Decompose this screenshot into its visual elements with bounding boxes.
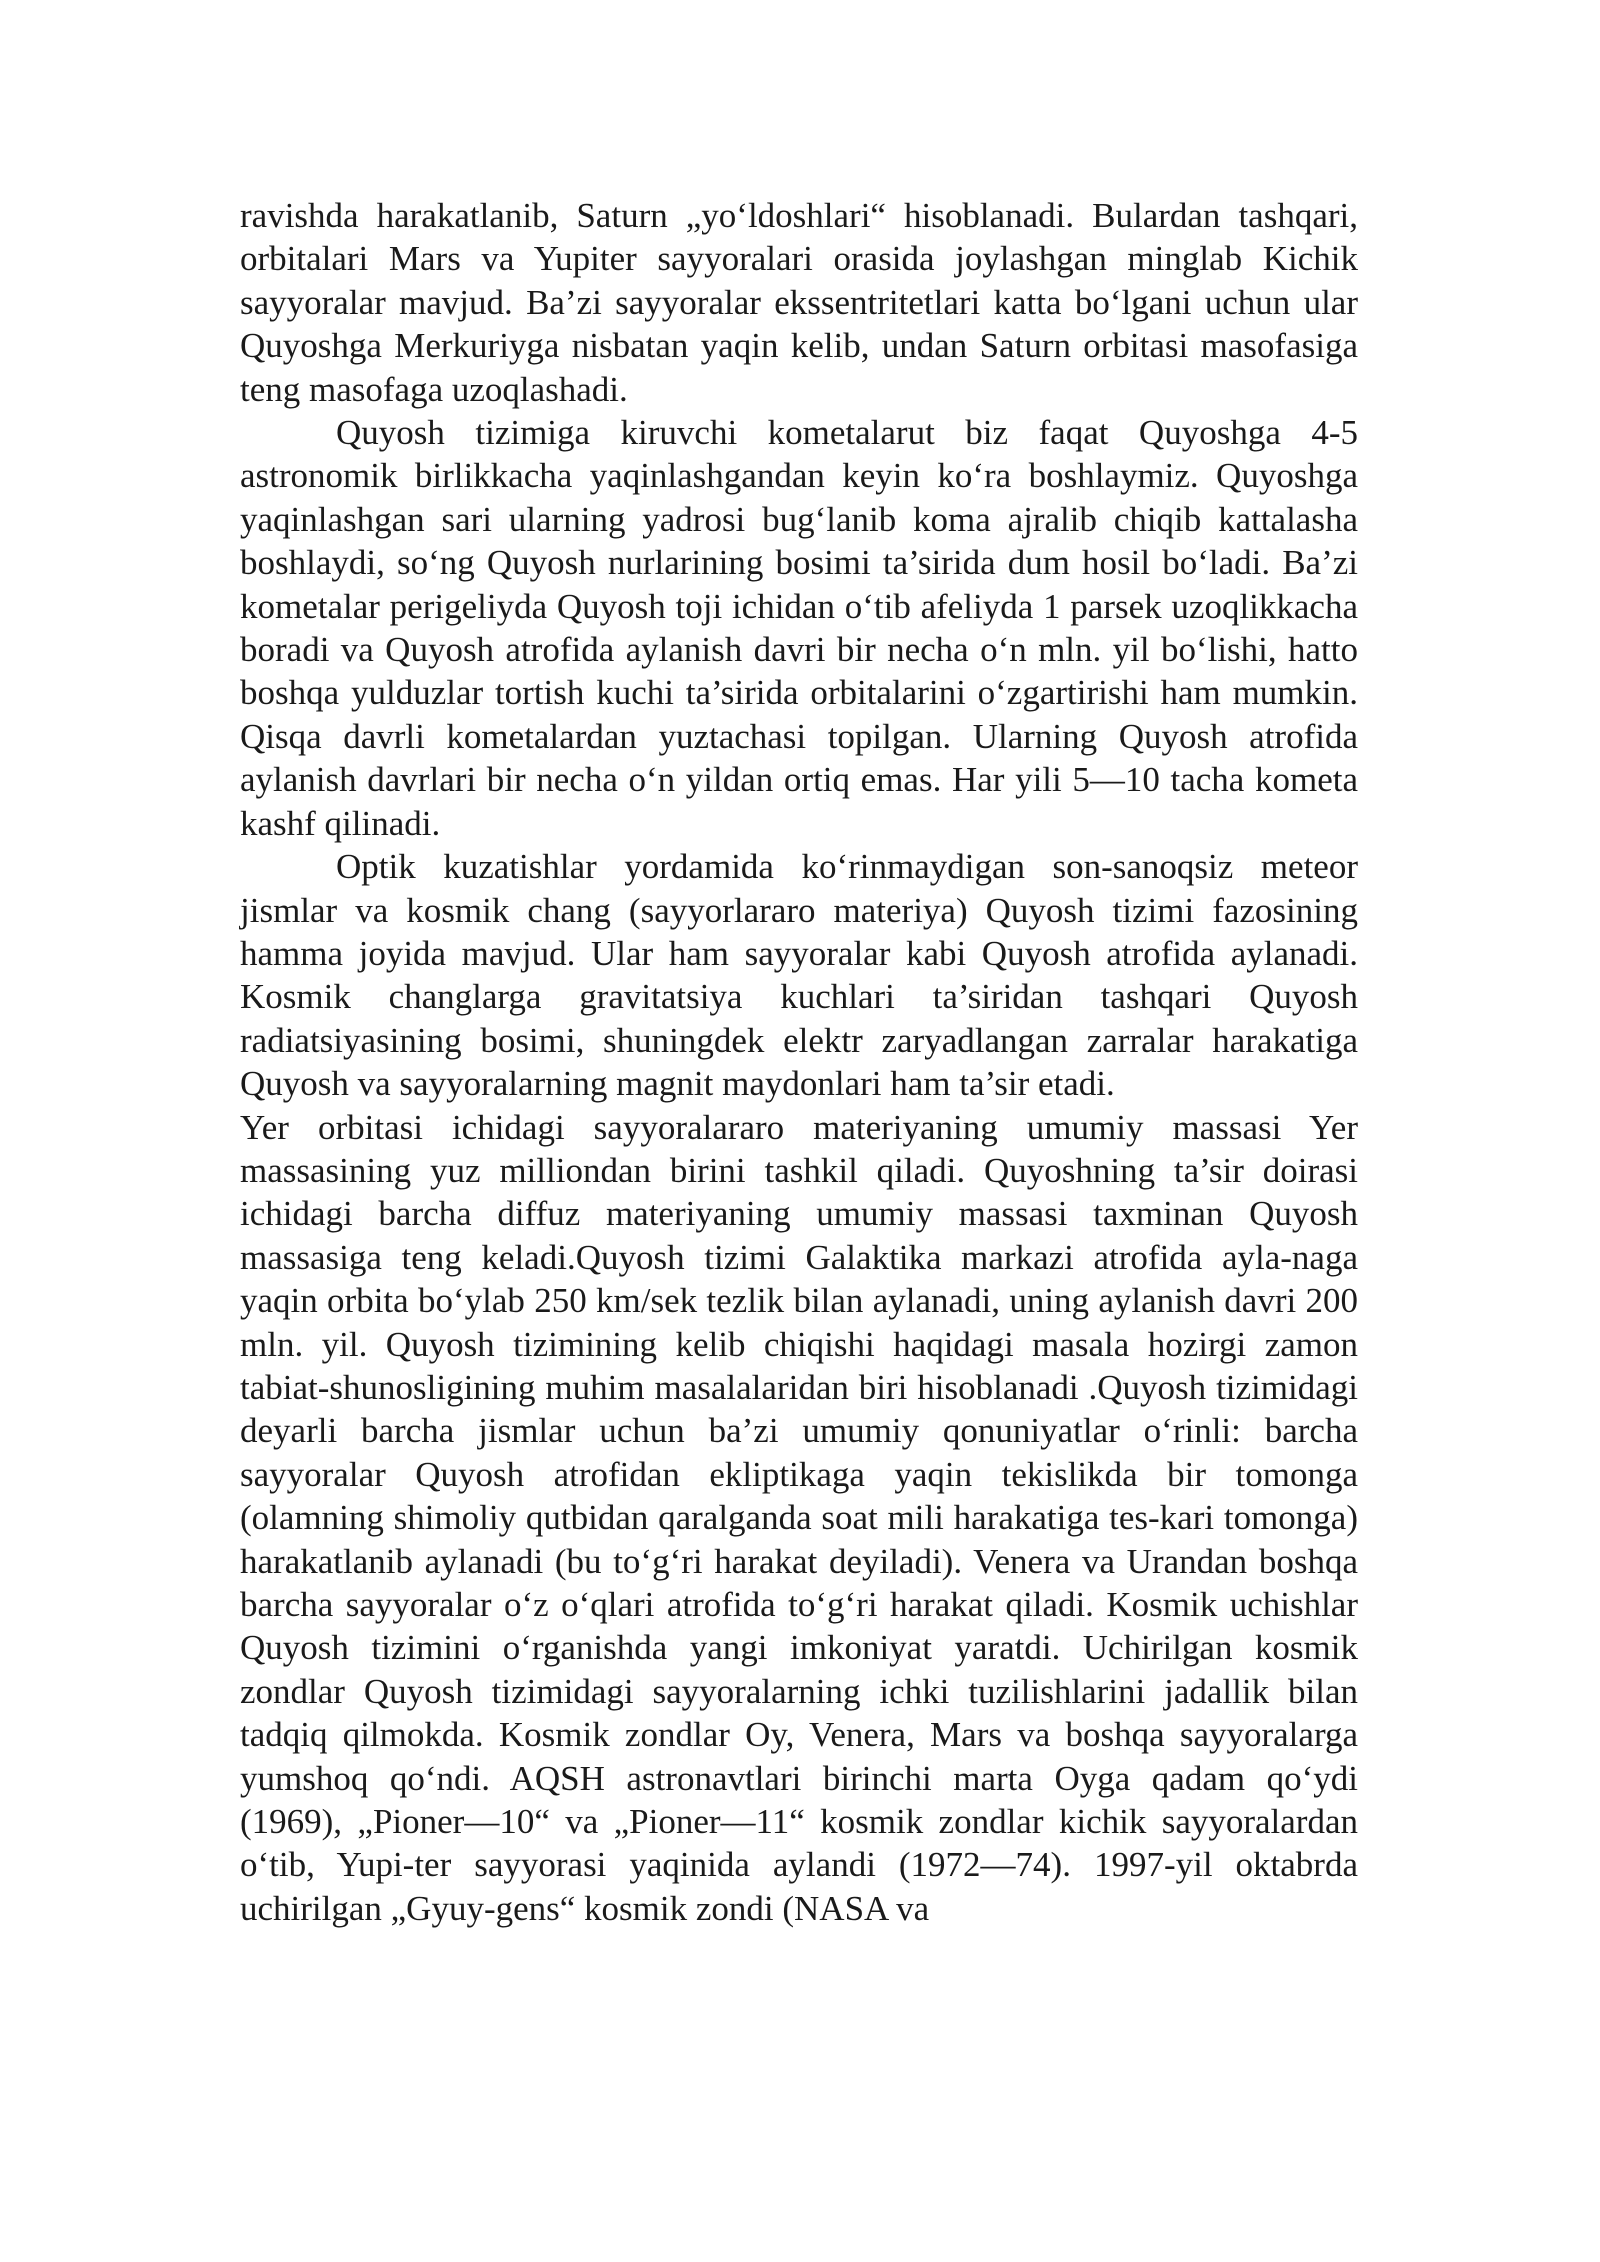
paragraph-interplanetary-matter: Yer orbitasi ichidagi sayyoralararo materiyaning umumiy massasi Yer massasining yuz milliondan birini tashkil qiladi. Quyoshning ta’sir doirasi ichidagi barcha diffuz materiyaning umumiy massasi taxminan Quyosh massasiga teng keladi.Quyosh tizimi Galaktika markazi atrofida ayla-naga yaqin orbita bo‘ylab 250 km/sek tezlik bilan aylanadi, uning aylanish davri 200 mln. yil. Quyosh tizimining kelib chiqishi haqidagi masala hozirgi zamon tabiat-shunosligining muhim masalalaridan biri hisoblanadi .Quyosh tizimidagi deyarli barcha jismlar uchun ba’zi umumiy qonuniyatlar o‘rinli: barcha sayyoralar Quyosh atrofidan ekliptikaga yaqin tekislikda bir tomonga (olamning shimoliy qutbidan qaralganda soat mili harakatiga tes-kari tomonga) harakatlanib aylanadi (bu to‘g‘ri harakat deyiladi). Venera va Urandan boshqa barcha sayyoralar o‘z o‘qlari atrofida to‘g‘ri harakat qiladi. Kosmik uchishlar Quyosh tizimini o‘rganishda yangi imkoniyat yaratdi. Uchirilgan kosmik zondlar Quyosh tizimidagi sayyoralarning ichki tuzilishlarini jadallik bilan tadqiq qilmokda. Kosmik zondlar Oy, Venera, Mars va boshqa sayyoralarga yumshoq qo‘ndi. AQSH astronavtlari birinchi marta Oyga qadam qo‘ydi (1969), „Pioner—10“ va „Pioner—11“ kosmik zondlar kichik sayyoralardan o‘tib, Yupi-ter sayyorasi yaqinida aylandi (1972—74). 1997-yil oktabrda uchirilgan „Gyuy-gens“ kosmik zondi (NASA va (240, 1107, 1358, 1928)
paragraph-saturn-satellites: ravishda harakatlanib, Saturn „yo‘ldoshlari“ hisoblanadi. Bulardan tashqari, orbitalari Mars va Yupiter sayyoralari orasida joylashgan minglab Kichik sayyoralar mavjud. Ba’zi sayyoralar ekssentritetlari katta bo‘lgani uchun ular Quyoshga Merkuriyga nisbatan yaqin kelib, undan Saturn orbitasi masofasiga teng masofaga uzoqlashadi. (240, 196, 1358, 409)
body-text (240, 194, 1358, 1930)
paragraph-comets: Quyosh tizimiga kiruvchi kometalarut biz faqat Quyoshga 4-5 astronomik birlikkacha yaqinlashgandan keyin ko‘ra boshlaymiz. Quyoshga yaqinlashgan sari ularning yadrosi bug‘lanib koma ajralib chiqib kattalasha boshlaydi, so‘ng Quyosh nurlarining bosimi ta’sirida dum hosil bo‘ladi. Ba’zi kometalar perigeliyda Quyosh toji ichidan o‘tib afeliyda 1 parsek uzoqlikkacha boradi va Quyosh atrofida aylanish davri bir necha o‘n mln. yil bo‘lishi, hatto boshqa yulduzlar tortish kuchi ta’sirida orbitalarini o‘zgartirishi ham mumkin. Qisqa davrli kometalardan yuztachasi topilgan. Ularning Quyosh atrofida aylanish davrlari bir necha o‘n yildan ortiq emas. Har yili 5—10 tacha kometa kashf qilinadi. (240, 413, 1358, 843)
paragraph-meteor-bodies: Optik kuzatishlar yordamida ko‘rinmaydigan son-sanoqsiz meteor jismlar va kosmik chang (sayyorlararo materiya) Quyosh tizimi fazosining hamma joyida mavjud. Ular ham sayyoralar kabi Quyosh atrofida aylanadi. Kosmik changlarga gravitatsiya kuchlari ta’siridan tashqari Quyosh radiatsiyasining bosimi, shuningdek elektr zaryadlangan zarralar harakatiga Quyosh va sayyoralarning magnit maydonlari ham ta’sir etadi. (240, 847, 1358, 1104)
